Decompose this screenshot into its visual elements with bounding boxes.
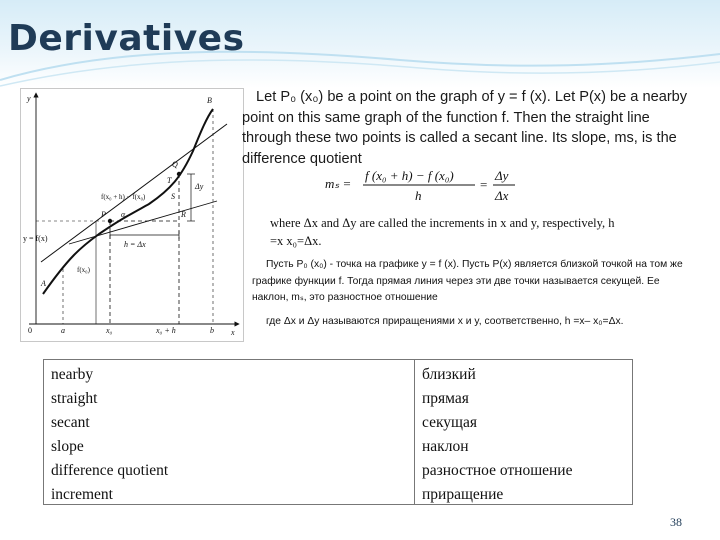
formula-denominator: h <box>415 188 422 203</box>
label-f-increment: f(x₀ + h) − f(x₀) <box>101 193 146 201</box>
vocab-english-term: increment <box>51 486 113 503</box>
formula-lhs: mₛ = <box>325 176 352 191</box>
label-a-point: A <box>41 279 46 288</box>
label-b-point: B <box>207 96 212 105</box>
vocab-english-term: nearby <box>51 366 94 383</box>
label-q-point: Q <box>172 160 178 169</box>
vocab-english-term: straight <box>51 390 98 407</box>
vocab-russian-term: близкий <box>422 366 476 383</box>
slide-title: Derivatives <box>8 18 245 59</box>
russian-increment-note <box>252 314 684 330</box>
vocab-english-term: slope <box>51 438 84 455</box>
russian-note-text: где Δx и Δy называются приращениями x и y, соответственно, h =x– x₀=Δx. <box>266 316 624 327</box>
english-explanation <box>242 87 697 169</box>
page-number: 38 <box>670 515 682 529</box>
russian-paragraph: Пусть P₀ (x₀) - точка на графике y = f (x). Пусть P(x) является близкой точкой на том же графике функции f. Тогда прямая линия через эти две точки называется секущей. Ее наклон, mₛ, это разностное отношение <box>252 259 683 303</box>
difference-quotient-formula <box>325 162 525 210</box>
label-s-point: S <box>171 192 175 201</box>
formula-numerator: f (x₀ + h) − f (x₀) <box>365 168 454 183</box>
label-t-point: T <box>167 176 172 185</box>
vocabulary-english-column <box>44 360 415 504</box>
vocab-russian-term: секущая <box>422 414 477 431</box>
label-p-point: P <box>101 210 106 219</box>
vocab-english-term: difference quotient <box>51 462 169 479</box>
x-axis-label: x <box>231 328 235 337</box>
vocabulary-table <box>43 359 633 505</box>
label-delta-y: Δy <box>195 182 204 191</box>
formula-equals: = <box>480 177 488 192</box>
y-axis-label: y <box>27 94 31 103</box>
formula-rhs-numerator: Δy <box>495 168 509 183</box>
label-delta-x: h = Δx <box>124 240 146 249</box>
origin-label: 0 <box>28 326 32 335</box>
english-increment-note: where Δx and Δy are called the increments in x and y, respectively, h =x x₀=Δx. <box>270 216 615 248</box>
function-curve <box>43 109 213 294</box>
curve-label: y = f(x) <box>23 234 48 243</box>
tick-x0h: x₀ + h <box>156 326 176 335</box>
vocab-russian-term: приращение <box>422 486 504 503</box>
formula-rhs-denominator: Δx <box>495 188 509 203</box>
english-paragraph: Let P₀ (x₀) be a point on the graph of y = f (x). Let P(x) be a nearby point on this same graph of the function f. Then the straight line through these two points is called a secant line. Its slope, ms, is the difference quotient <box>242 89 688 167</box>
point-p <box>108 219 112 223</box>
label-alpha: α <box>121 210 126 219</box>
tick-a: a <box>61 326 65 335</box>
vocab-english-term: secant <box>51 414 90 431</box>
russian-explanation <box>252 257 684 307</box>
vocab-russian-term: разностное отношение <box>422 462 573 479</box>
vocabulary-russian-column <box>415 360 632 504</box>
label-r-point: R <box>181 210 186 219</box>
secant-graph-figure <box>20 88 244 342</box>
tick-x0: x₀ <box>106 326 113 335</box>
tick-b: b <box>210 326 214 335</box>
secant-graph <box>21 89 243 341</box>
vocab-russian-term: прямая <box>422 390 469 407</box>
point-q <box>177 172 181 176</box>
label-f-x0: f(x₀) <box>77 266 90 274</box>
vocab-russian-term: наклон <box>422 438 469 455</box>
